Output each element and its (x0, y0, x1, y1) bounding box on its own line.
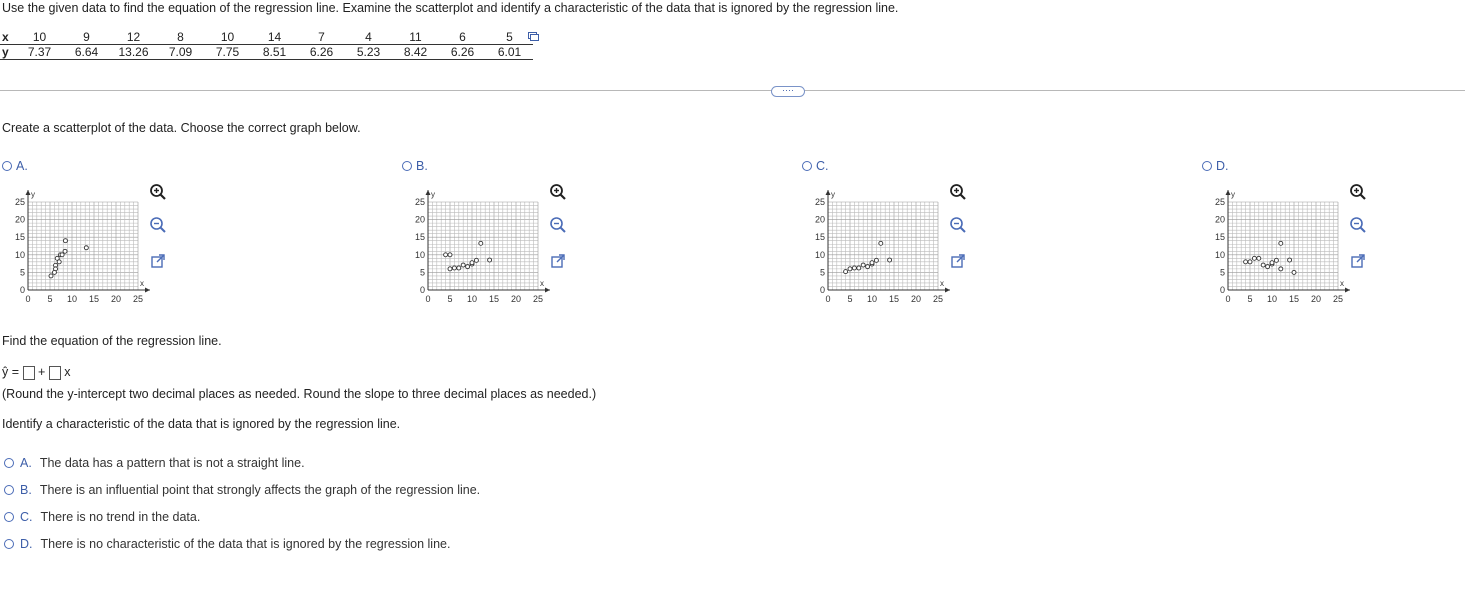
x-header: x (0, 30, 16, 45)
data-point (870, 261, 874, 265)
y-axis-arrow (826, 190, 831, 195)
x-tick-label: 10 (466, 294, 478, 304)
scatterplot-c (800, 180, 950, 310)
x-tick-label: 5 (1247, 294, 1253, 304)
choice-text: There is an influential point that strongly affects the graph of the regression line. (39, 483, 481, 497)
y-tick-label: 10 (14, 249, 25, 260)
choice-letter: C. (20, 510, 33, 524)
regression-equation (2, 365, 71, 380)
x-tick-label: 25 (1332, 294, 1344, 304)
x-tick-label: 10 (66, 294, 78, 304)
y-tick-label: 10 (414, 249, 425, 260)
zoom-in-icon[interactable] (149, 183, 167, 201)
y-tick-label: 0 (1219, 285, 1225, 295)
x-tick-label: 10 (866, 294, 878, 304)
y-value-cell: 6.01 (486, 45, 533, 60)
x-tick-label: 15 (888, 294, 900, 304)
open-external-icon[interactable] (149, 252, 167, 270)
x-value-cell: 6 (439, 30, 486, 45)
data-point (470, 261, 474, 265)
data-point (57, 260, 61, 264)
choice-b[interactable] (4, 483, 480, 497)
x-tick-label: 0 (825, 294, 831, 304)
y-axis-label: y (431, 190, 435, 199)
y-tick-label: 5 (419, 267, 425, 278)
radio-button[interactable] (4, 512, 14, 522)
data-point (488, 258, 492, 262)
y-value-cell: 6.26 (298, 45, 345, 60)
y-tick-label: 15 (1214, 232, 1225, 243)
x-axis-arrow (1345, 288, 1350, 293)
option-letter: D. (1216, 159, 1229, 173)
radio-button[interactable] (4, 458, 14, 468)
x-tick-label: 0 (1225, 294, 1231, 304)
y-axis-arrow (426, 190, 431, 195)
x-tick-label: 20 (110, 294, 122, 304)
choice-a[interactable] (4, 456, 305, 470)
y-axis-arrow (26, 190, 31, 195)
data-point (49, 274, 53, 278)
open-external-icon[interactable] (949, 252, 967, 270)
y-axis-label: y (31, 190, 35, 199)
scatter-prompt: Create a scatterplot of the data. Choose the correct graph below. (2, 121, 361, 135)
x-value-cell: 4 (345, 30, 392, 45)
x-tick-label: 15 (1288, 294, 1300, 304)
x-axis-label: x (940, 279, 944, 288)
yhat-label: ŷ = (2, 365, 20, 379)
open-external-icon[interactable] (549, 252, 567, 270)
x-tick-label: 15 (88, 294, 100, 304)
grid (828, 202, 938, 290)
data-point (461, 263, 465, 267)
y-value-cell: 8.42 (392, 45, 439, 60)
data-point (1274, 258, 1278, 262)
data-point (52, 270, 56, 274)
y-value-cell: 13.26 (110, 45, 157, 60)
data-point (60, 253, 64, 257)
grid (428, 202, 538, 290)
y-tick-label: 5 (1219, 267, 1225, 278)
y-tick-label: 5 (819, 267, 825, 278)
zoom-in-icon[interactable] (549, 183, 567, 201)
y-axis-label: y (1231, 190, 1235, 199)
data-point (888, 258, 892, 262)
data-point (1261, 263, 1265, 267)
y-axis-arrow (1226, 190, 1231, 195)
zoom-out-icon[interactable] (1349, 216, 1367, 234)
data-point (874, 258, 878, 262)
x-tick-label: 5 (47, 294, 53, 304)
characteristic-prompt: Identify a characteristic of the data that is ignored by the regression line. (2, 417, 401, 431)
y-tick-label: 10 (814, 249, 825, 260)
data-point (63, 249, 67, 253)
data-point (1248, 260, 1252, 264)
y-tick-label: 20 (414, 214, 425, 225)
y-tick-label: 20 (814, 214, 825, 225)
y-tick-label: 25 (414, 197, 425, 207)
x-tick-label: 25 (132, 294, 144, 304)
data-point (1270, 261, 1274, 265)
data-point (63, 239, 67, 243)
zoom-out-icon[interactable] (549, 216, 567, 234)
y-axis-label: y (831, 190, 835, 199)
x-tick-label: 5 (847, 294, 853, 304)
y-tick-label: 15 (14, 232, 25, 243)
data-point (1288, 258, 1292, 262)
y-tick-label: 0 (419, 285, 425, 295)
y-tick-label: 0 (819, 285, 825, 295)
y-tick-label: 10 (1214, 249, 1225, 260)
radio-button[interactable] (4, 539, 14, 549)
x-axis-arrow (545, 288, 550, 293)
zoom-in-icon[interactable] (1349, 183, 1367, 201)
data-point (84, 246, 88, 250)
x-value-cell: 8 (157, 30, 204, 45)
x-value-cell: 5 (486, 30, 533, 45)
section-divider (0, 90, 1465, 91)
x-tick-label: 0 (25, 294, 31, 304)
more-button[interactable]: ···· (771, 86, 805, 97)
y-value-cell: 7.75 (204, 45, 251, 60)
x-axis-arrow (145, 288, 150, 293)
graph-option-c[interactable] (802, 159, 829, 173)
y-tick-label: 15 (814, 232, 825, 243)
radio-button[interactable] (1202, 161, 1212, 171)
option-letter: B. (416, 159, 428, 173)
data-point (844, 270, 848, 274)
y-value-cell: 7.37 (16, 45, 63, 60)
data-point (848, 267, 852, 271)
grid (1228, 202, 1338, 290)
data-point (448, 253, 452, 257)
scatterplot-a (0, 180, 150, 310)
table-row-y (0, 45, 533, 60)
instruction-text: Use the given data to find the equation of the regression line. Examine the scatterplot and identify a characteristic of the data that is ignored by the regression line. (2, 1, 899, 15)
choice-c[interactable] (4, 510, 200, 524)
y-tick-label: 25 (814, 197, 825, 207)
y-header: y (0, 45, 16, 60)
x-value-cell: 14 (251, 30, 298, 45)
x-tick-label: 20 (1310, 294, 1322, 304)
data-table (0, 30, 533, 60)
scatterplot-d (1200, 180, 1350, 310)
x-value-cell: 12 (110, 30, 157, 45)
data-point (452, 266, 456, 270)
x-axis-arrow (945, 288, 950, 293)
data-point (1257, 256, 1261, 260)
option-letter: C. (816, 159, 829, 173)
data-point (466, 265, 470, 269)
scatterplot-b (400, 180, 550, 310)
y-value-cell: 6.64 (63, 45, 110, 60)
x-tick-label: 25 (532, 294, 544, 304)
data-point (474, 258, 478, 262)
data-point (857, 266, 861, 270)
regression-prompt: Find the equation of the regression line. (2, 334, 222, 348)
y-value-cell: 7.09 (157, 45, 204, 60)
data-point (1292, 270, 1296, 274)
radio-button[interactable] (2, 161, 12, 171)
x-axis-label: x (540, 279, 544, 288)
data-point (1279, 241, 1283, 245)
y-tick-label: 25 (1214, 197, 1225, 207)
x-axis-label: x (140, 279, 144, 288)
x-tick-label: 0 (425, 294, 431, 304)
x-value-cell: 11 (392, 30, 439, 45)
graph-option-b[interactable] (402, 159, 428, 173)
y-value-cell: 8.51 (251, 45, 298, 60)
choice-letter: A. (20, 456, 32, 470)
y-value-cell: 6.26 (439, 45, 486, 60)
y-tick-label: 25 (14, 197, 25, 207)
x-value-cell: 7 (298, 30, 345, 45)
option-letter: A. (16, 159, 28, 173)
grid (28, 202, 138, 290)
choice-text: The data has a pattern that is not a straight line. (39, 456, 305, 470)
x-tick-label: 15 (488, 294, 500, 304)
data-point (448, 267, 452, 271)
choice-d[interactable] (4, 537, 450, 551)
data-point (457, 266, 461, 270)
y-tick-label: 15 (414, 232, 425, 243)
y-value-cell: 5.23 (345, 45, 392, 60)
x-axis-label: x (1340, 279, 1344, 288)
x-value-cell: 10 (16, 30, 63, 45)
y-tick-label: 20 (1214, 214, 1225, 225)
zoom-out-icon[interactable] (149, 216, 167, 234)
x-variable: x (64, 365, 71, 379)
choice-text: There is no characteristic of the data that is ignored by the regression line. (40, 537, 451, 551)
x-tick-label: 20 (910, 294, 922, 304)
zoom-in-icon[interactable] (949, 183, 967, 201)
radio-button[interactable] (802, 161, 812, 171)
data-point (852, 266, 856, 270)
data-point (1279, 267, 1283, 271)
slope-input[interactable] (49, 366, 61, 380)
x-value-cell: 10 (204, 30, 251, 45)
radio-button[interactable] (402, 161, 412, 171)
data-point (879, 241, 883, 245)
table-row-x (0, 30, 533, 45)
x-tick-label: 5 (447, 294, 453, 304)
graph-option-d[interactable] (1202, 159, 1229, 173)
intercept-input[interactable] (23, 366, 35, 380)
data-point (479, 241, 483, 245)
open-external-icon[interactable] (1349, 252, 1367, 270)
data-point (444, 253, 448, 257)
zoom-out-icon[interactable] (949, 216, 967, 234)
data-point (1244, 260, 1248, 264)
copy-icon[interactable] (528, 32, 539, 41)
data-point (861, 263, 865, 267)
choice-letter: D. (20, 537, 33, 551)
data-point (1266, 265, 1270, 269)
y-tick-label: 0 (19, 285, 25, 295)
x-tick-label: 20 (510, 294, 522, 304)
radio-button[interactable] (4, 485, 14, 495)
graph-option-a[interactable] (2, 159, 28, 173)
x-tick-label: 25 (932, 294, 944, 304)
y-tick-label: 5 (19, 267, 25, 278)
x-tick-label: 10 (1266, 294, 1278, 304)
data-point (1252, 256, 1256, 260)
plus-sign: + (38, 365, 46, 379)
y-tick-label: 20 (14, 214, 25, 225)
x-value-cell: 9 (63, 30, 110, 45)
data-point (866, 265, 870, 269)
choice-letter: B. (20, 483, 32, 497)
choice-text: There is no trend in the data. (40, 510, 201, 524)
rounding-note: (Round the y-intercept two decimal places as needed. Round the slope to three decimal places as needed.) (2, 387, 597, 401)
